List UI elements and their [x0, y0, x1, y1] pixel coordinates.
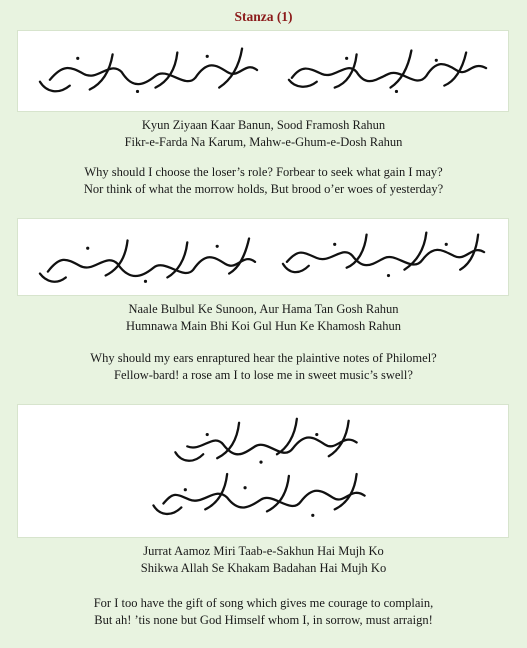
- calligraphy-3: [18, 405, 508, 537]
- transliteration-2-line-1: Naale Bulbul Ke Sunoon, Aur Hama Tan Gosh Rahun: [128, 302, 399, 316]
- translation-3-line-1: For I too have the gift of song which gives me courage to complain,: [93, 596, 434, 610]
- translation-1-line-2: Nor think of what the morrow holds, But brood o’er woes of yesterday?: [83, 182, 444, 196]
- calligraphy-2: [18, 219, 508, 295]
- calligraphy-image-2: [17, 218, 509, 296]
- translation-1-line-1: Why should I choose the loser’s role? Forbear to seek what gain I may?: [84, 165, 443, 179]
- translation-3-line-2: But ah! ’tis none but God Himself whom I, in sorrow, must arraign!: [94, 613, 433, 627]
- transliteration-3-line-2: Shikwa Allah Se Khakam Badahan Hai Mujh Ko: [140, 561, 387, 575]
- transliteration-3-line-1: Jurrat Aamoz Miri Taab-e-Sakhun Hai Mujh Ko: [143, 544, 384, 558]
- calligraphy-image-1: [17, 30, 509, 112]
- transliteration-1-line-2: Fikr-e-Farda Na Karum, Mahw-e-Ghum-e-Dosh Rahun: [124, 135, 403, 149]
- translation-2-line-2: Fellow-bard! a rose am I to lose me in sweet music’s swell?: [114, 368, 413, 382]
- transliteration-2-line-2: Humnawa Main Bhi Koi Gul Hun Ke Khamosh Rahun: [126, 319, 401, 333]
- calligraphy-image-3: [17, 404, 509, 538]
- stanza-title: Stanza (1): [234, 9, 293, 24]
- translation-2-line-1: Why should my ears enraptured hear the plaintive notes of Philomel?: [90, 351, 437, 365]
- transliteration-1-line-1: Kyun Ziyaan Kaar Banun, Sood Framosh Rahun: [141, 118, 386, 132]
- calligraphy-1: [18, 31, 508, 111]
